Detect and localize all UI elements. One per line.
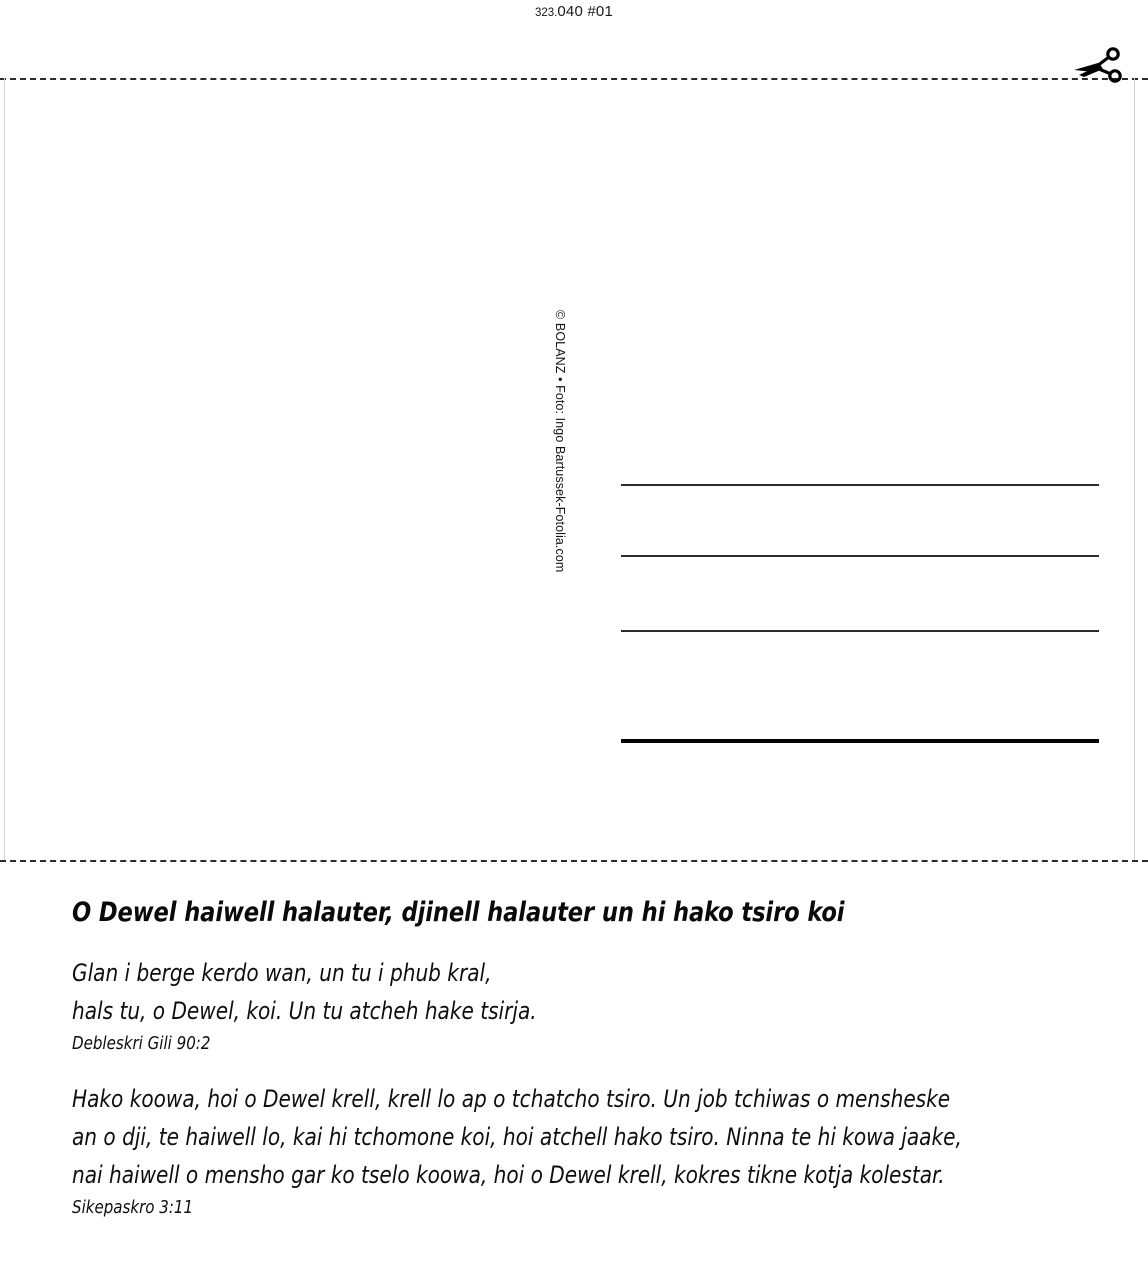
verse-1-citation: Debleskri Gili 90:2 xyxy=(72,1033,211,1055)
address-lines xyxy=(621,78,1099,860)
catalog-number xyxy=(0,3,1148,20)
catalog-number-value: 040 #01 xyxy=(557,3,613,20)
verse-title: O Dewel haiwell halauter, djinell halauter un hi hako tsiro koi xyxy=(72,897,845,928)
photo-credit: © BOLANZ • Foto: Ingo Bartussek-Fotolia.com xyxy=(553,310,567,573)
verse-group-1 xyxy=(72,954,1082,1058)
scissors-icon xyxy=(1072,44,1122,84)
address-line-3[interactable] xyxy=(621,630,1099,632)
verse-2-line-1: Hako koowa, hoi o Dewel krell, krell lo ap o tchatcho tsiro. Un job tchiwas o mensheske xyxy=(72,1085,951,1114)
verse-1-line-2: hals tu, o Dewel, koi. Un tu atcheh hake tsirja. xyxy=(72,997,537,1026)
address-line-1[interactable] xyxy=(621,484,1099,486)
verse-text-block xyxy=(72,897,1082,1222)
address-line-4[interactable] xyxy=(621,739,1099,743)
card-edge-left xyxy=(4,78,5,860)
verse-2-line-2: an o dji, te haiwell lo, kai hi tchomone koi, hoi atchell hako tsiro. Ninna te hi kowa jaake, xyxy=(72,1123,962,1152)
card-edge-right xyxy=(1134,78,1135,860)
verse-1-line-1: Glan i berge kerdo wan, un tu i phub kral, xyxy=(72,959,492,988)
verse-2-line-3: nai haiwell o mensho gar ko tselo koowa, hoi o Dewel krell, kokres tikne kotja kolestar. xyxy=(72,1161,945,1190)
cut-line-bottom xyxy=(0,860,1148,862)
postcard-cut-area xyxy=(0,78,1148,860)
verse-2-citation: Sikepaskro 3:11 xyxy=(72,1197,194,1219)
address-line-2[interactable] xyxy=(621,555,1099,557)
verse-group-2 xyxy=(72,1080,1082,1222)
catalog-number-prefix: 323. xyxy=(534,7,558,19)
